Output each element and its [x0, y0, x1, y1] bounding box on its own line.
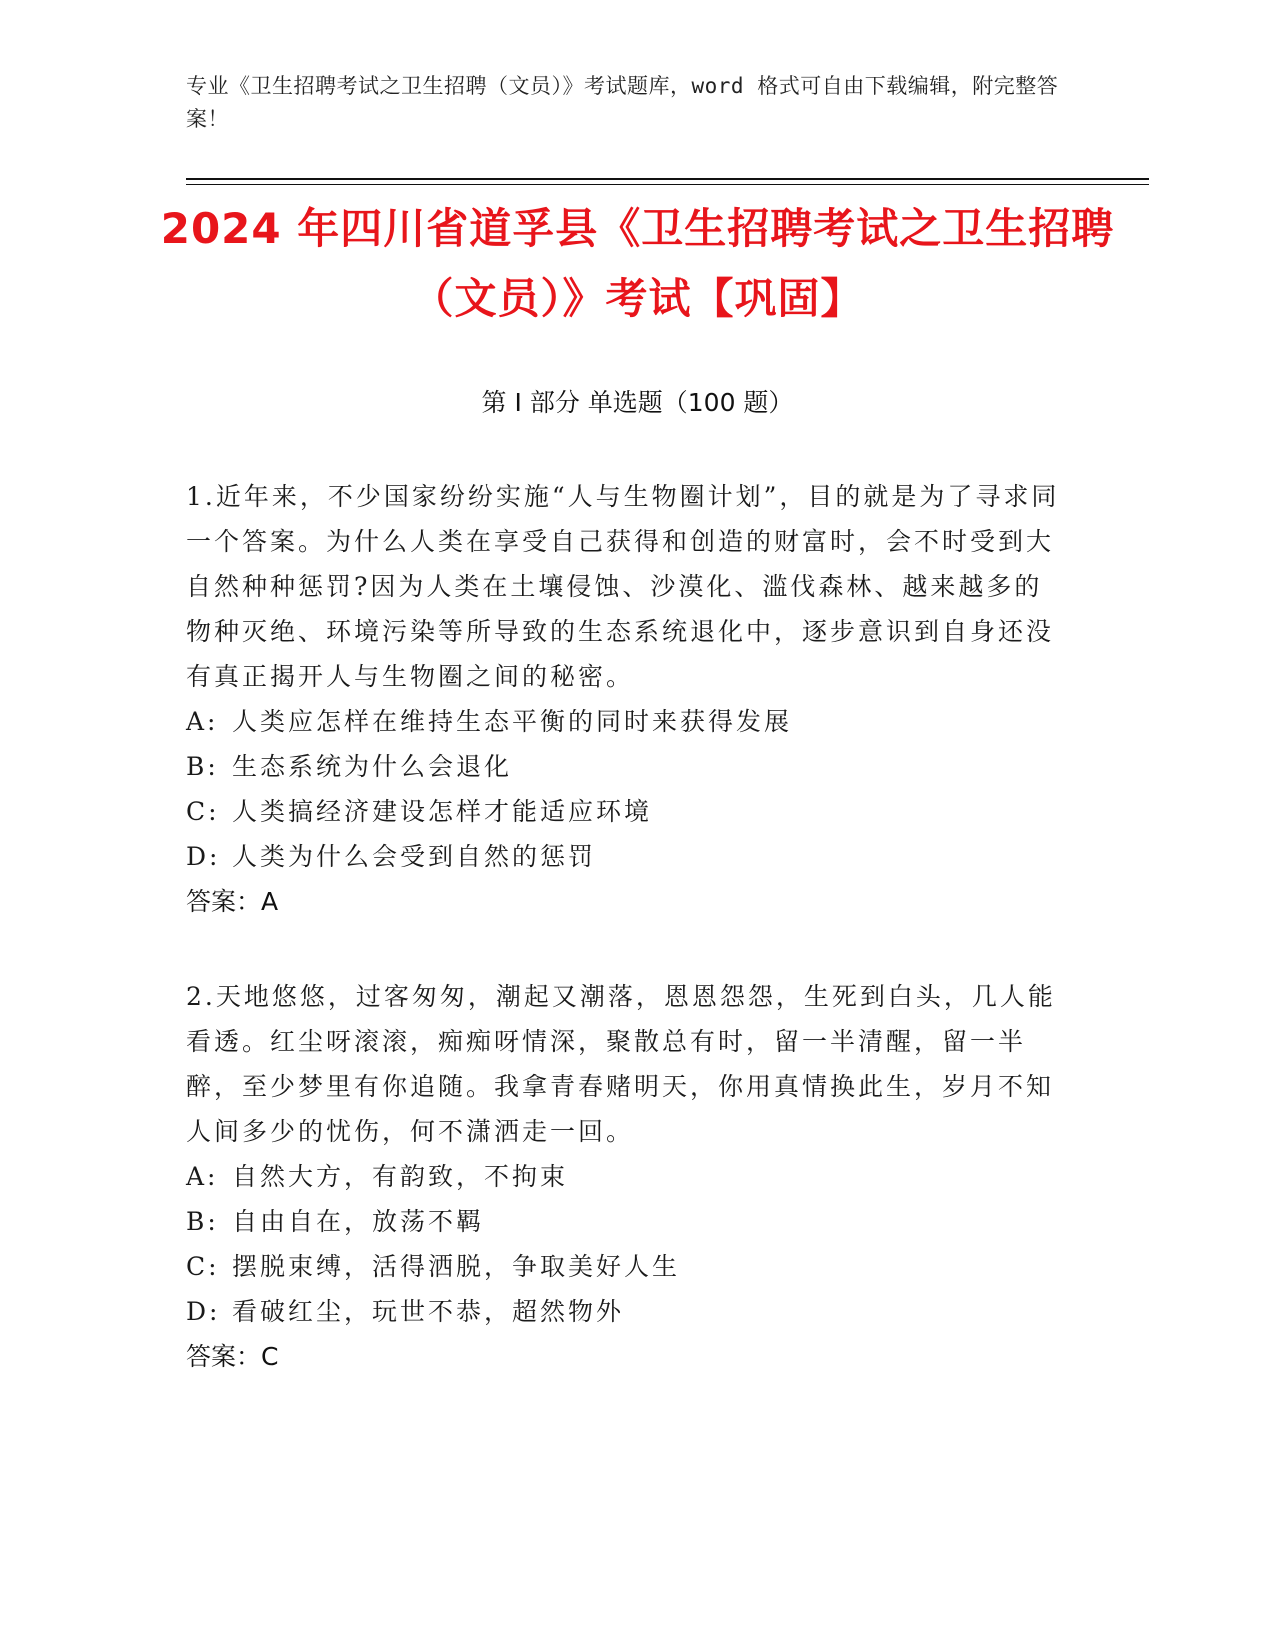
option-b: [186, 744, 1066, 789]
header-divider-thin: [186, 184, 1149, 185]
answer-line: 答案：A: [186, 887, 279, 916]
header-note: 专业《卫生招聘考试之卫生招聘（文员）》考试题库，word 格式可自由下载编辑，附完整答案！: [186, 74, 1059, 131]
option-text: 摆脱束缚，活得洒脱，争取美好人生: [232, 1252, 681, 1281]
option-key: C:: [186, 1252, 220, 1281]
option-key: D:: [186, 1297, 221, 1326]
section-heading: 第 I 部分 单选题（100 题）: [481, 388, 794, 417]
option-text: 人类搞经济建设怎样才能适应环境: [232, 797, 653, 826]
option-a: [186, 699, 1066, 744]
option-c: [186, 1244, 1066, 1289]
option-key: B:: [186, 1207, 219, 1236]
option-text: 自由自在，放荡不羁: [232, 1207, 485, 1236]
option-key: D:: [186, 842, 221, 871]
question-1: [186, 474, 1066, 924]
option-d: [186, 1289, 1066, 1334]
header-divider-thick: [186, 178, 1149, 180]
option-key: A:: [186, 1162, 219, 1191]
option-text: 看破红尘，玩世不恭，超然物外: [232, 1297, 625, 1326]
option-a: [186, 1154, 1066, 1199]
option-text: 人类应怎样在维持生态平衡的同时来获得发展: [232, 707, 793, 736]
option-key: C:: [186, 797, 220, 826]
option-text: 生态系统为什么会退化: [232, 752, 513, 781]
question-2: [186, 974, 1066, 1379]
option-key: B:: [186, 752, 219, 781]
option-b: [186, 1199, 1066, 1244]
option-text: 自然大方，有韵致，不拘束: [232, 1162, 569, 1191]
answer-line: 答案：C: [186, 1342, 279, 1371]
option-c: [186, 789, 1066, 834]
option-text: 人类为什么会受到自然的惩罚: [232, 842, 597, 871]
option-d: [186, 834, 1066, 879]
question-stem: 1.近年来，不少国家纷纷实施“人与生物圈计划”，目的就是为了寻求同一个答案。为什么人类在享受自己获得和创造的财富时，会不时受到大自然种种惩罚?因为人类在土壤侵蚀、沙漠化、滥伐森林、越来越多的物种灭绝、环境污染等所导致的生态系统退化中，逐步意识到自身还没有真正揭开人与生物圈之间的秘密。: [186, 482, 1060, 691]
question-stem: 2.天地悠悠，过客匆匆，潮起又潮落，恩恩怨怨，生死到白头，几人能看透。红尘呀滚滚，痴痴呀情深，聚散总有时，留一半清醒，留一半醉，至少梦里有你追随。我拿青春赌明天，你用真情换此生，岁月不知人间多少的忧伤，何不潇洒走一回。: [186, 982, 1056, 1146]
option-key: A:: [186, 707, 219, 736]
document-title: 2024 年四川省道孚县《卫生招聘考试之卫生招聘（文员）》考试【巩固】: [160, 204, 1115, 323]
